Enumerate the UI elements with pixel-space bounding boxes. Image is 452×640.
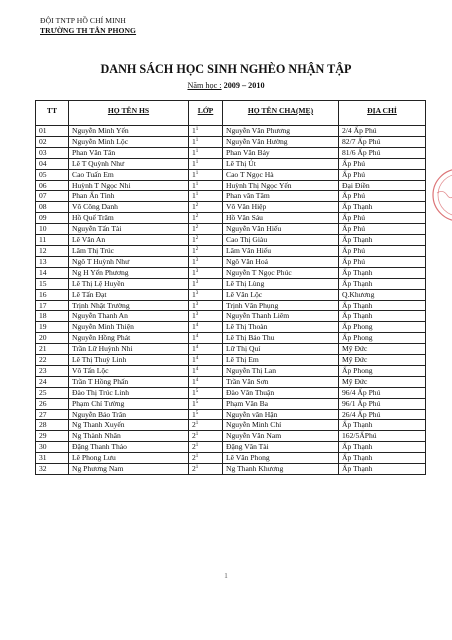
class-section: 1: [195, 127, 199, 132]
class-section: 1: [195, 159, 199, 165]
table-row: [36, 322, 426, 333]
student-table: [35, 100, 426, 475]
address-cell: 96/1 Ấp Phú: [339, 398, 426, 409]
parent-name-cell: Lữ Thị Quí: [223, 344, 339, 355]
parent-name-cell: Cao T Ngọc Hà: [223, 169, 339, 180]
student-name-cell: Nguyễn Tấn Tài: [69, 224, 189, 235]
address-cell: Ấp Thạnh: [339, 267, 426, 278]
parent-name-cell: Phan Văn Bảy: [223, 147, 339, 158]
row-tt-cell: 29: [36, 431, 69, 442]
parent-name-cell: Huỳnh Thị Ngọc Yến: [223, 180, 339, 191]
table-row: [36, 147, 426, 158]
table-row: [36, 213, 426, 224]
row-tt-cell: 32: [36, 464, 69, 475]
class-section: 1: [195, 170, 199, 176]
student-name-cell: Võ Tấn Lộc: [69, 365, 189, 376]
address-cell: Ấp Thạnh: [339, 464, 426, 475]
class-section: 1: [195, 192, 199, 198]
class-section: 3: [195, 301, 199, 307]
address-cell: Ấp Thạnh: [339, 311, 426, 322]
table-row: [36, 431, 426, 442]
table-row: [36, 289, 426, 300]
row-tt-cell: 22: [36, 355, 69, 366]
student-name-cell: Huỳnh T Ngọc Nhi: [69, 180, 189, 191]
school-year: [0, 81, 452, 90]
table-row: [36, 191, 426, 202]
class-section: 2: [195, 225, 199, 231]
class-cell: [189, 398, 223, 409]
class-cell: [189, 224, 223, 235]
student-name-cell: Lê T Quỳnh Như: [69, 158, 189, 169]
class-grade: 2: [192, 431, 196, 441]
class-section: 1: [195, 181, 199, 187]
student-name-cell: Trần T Hồng Phấn: [69, 376, 189, 387]
school-year-value: 2009 – 2010: [223, 81, 265, 90]
row-tt-cell: 20: [36, 333, 69, 344]
student-name-cell: Võ Công Danh: [69, 202, 189, 213]
class-cell: [189, 376, 223, 387]
address-cell: Ấp Phú: [339, 191, 426, 202]
parent-name-cell: Nguyễn Văn Phương: [223, 126, 339, 137]
row-tt-cell: 28: [36, 420, 69, 431]
parent-name-cell: Ng Thanh Khương: [223, 464, 339, 475]
address-cell: Ấp Thạnh: [339, 420, 426, 431]
class-section: 2: [195, 214, 199, 220]
class-grade: 1: [192, 365, 196, 375]
row-tt-cell: 04: [36, 158, 69, 169]
col-header-tt: TT: [36, 101, 69, 126]
row-tt-cell: 30: [36, 442, 69, 453]
red-stamp-icon: [429, 160, 452, 230]
table-row: [36, 202, 426, 213]
class-cell: [189, 289, 223, 300]
class-cell: [189, 344, 223, 355]
class-grade: 1: [192, 158, 196, 168]
address-cell: Ấp Phú: [339, 158, 426, 169]
class-grade: 1: [192, 322, 196, 332]
table-row: [36, 376, 426, 387]
letterhead: [40, 16, 136, 36]
student-name-cell: Nguyễn Hồng Phát: [69, 333, 189, 344]
parent-name-cell: Phạm Văn Ba: [223, 398, 339, 409]
class-section: 1: [195, 465, 199, 471]
table-row: [36, 235, 426, 246]
class-cell: [189, 311, 223, 322]
address-cell: Ấp Thạnh: [339, 278, 426, 289]
table-row: [36, 409, 426, 420]
parent-name-cell: Lâm Văn Hiếu: [223, 245, 339, 256]
row-tt-cell: 16: [36, 289, 69, 300]
class-section: 4: [195, 334, 199, 340]
class-grade: 1: [192, 169, 196, 179]
table-row: [36, 442, 426, 453]
student-name-cell: Ngô T Huỳnh Như: [69, 256, 189, 267]
table-row: [36, 355, 426, 366]
row-tt-cell: 19: [36, 322, 69, 333]
class-cell: [189, 126, 223, 137]
class-grade: 1: [192, 245, 196, 255]
parent-name-cell: Nguyễn Văn Nam: [223, 431, 339, 442]
parent-name-cell: Lê Thị Thoàn: [223, 322, 339, 333]
student-name-cell: Lê Thị Lệ Huyền: [69, 278, 189, 289]
class-grade: 1: [192, 311, 196, 321]
student-name-cell: Đào Thị Trúc Linh: [69, 387, 189, 398]
table-row: [36, 256, 426, 267]
class-cell: [189, 245, 223, 256]
class-section: 3: [195, 279, 199, 285]
student-name-cell: Phan Văn Tân: [69, 147, 189, 158]
class-cell: [189, 322, 223, 333]
col-header-class: LỚP: [189, 101, 223, 126]
student-name-cell: Ng Thanh Xuyến: [69, 420, 189, 431]
table-row: [36, 344, 426, 355]
address-cell: 96/4 Ấp Phú: [339, 387, 426, 398]
row-tt-cell: 01: [36, 126, 69, 137]
table-row: [36, 224, 426, 235]
class-cell: [189, 333, 223, 344]
row-tt-cell: 14: [36, 267, 69, 278]
address-cell: Ấp Phú: [339, 245, 426, 256]
address-cell: Ấp Thạnh: [339, 453, 426, 464]
parent-name-cell: Lê Thị Bảo Thu: [223, 333, 339, 344]
class-grade: 1: [192, 213, 196, 223]
row-tt-cell: 15: [36, 278, 69, 289]
class-cell: [189, 147, 223, 158]
class-cell: [189, 442, 223, 453]
parent-name-cell: Lê Thị Út: [223, 158, 339, 169]
address-cell: Đại Điền: [339, 180, 426, 191]
student-name-cell: Ng H Yến Phương: [69, 267, 189, 278]
row-tt-cell: 26: [36, 398, 69, 409]
class-grade: 1: [192, 289, 196, 299]
class-grade: 1: [192, 224, 196, 234]
address-cell: Mỹ Đức: [339, 355, 426, 366]
class-cell: [189, 387, 223, 398]
row-tt-cell: 31: [36, 453, 69, 464]
parent-name-cell: Nguyễn văn Hận: [223, 409, 339, 420]
row-tt-cell: 18: [36, 311, 69, 322]
class-cell: [189, 431, 223, 442]
address-cell: Q.Khương: [339, 289, 426, 300]
parent-name-cell: Lê Thị Lùng: [223, 278, 339, 289]
parent-name-cell: Trần Văn Sơn: [223, 376, 339, 387]
org-name: ĐỘI TNTP HỒ CHÍ MINH: [40, 16, 126, 25]
class-section: 2: [195, 246, 199, 252]
table-row: [36, 387, 426, 398]
school-year-label: Năm học :: [187, 81, 222, 90]
class-section: 4: [195, 323, 199, 329]
class-cell: [189, 300, 223, 311]
class-cell: [189, 420, 223, 431]
table-row: [36, 267, 426, 278]
class-cell: [189, 235, 223, 246]
row-tt-cell: 17: [36, 300, 69, 311]
class-cell: [189, 136, 223, 147]
class-section: 1: [195, 432, 199, 438]
class-section: 1: [195, 137, 199, 143]
student-name-cell: Trịnh Nhật Trường: [69, 300, 189, 311]
class-grade: 2: [192, 420, 196, 430]
class-section: 4: [195, 345, 199, 351]
class-section: 4: [195, 366, 199, 372]
address-cell: 162/5ẤPhú: [339, 431, 426, 442]
class-section: 3: [195, 290, 199, 296]
row-tt-cell: 05: [36, 169, 69, 180]
student-name-cell: Ng Phương Nam: [69, 464, 189, 475]
class-cell: [189, 409, 223, 420]
class-grade: 1: [192, 202, 196, 212]
address-cell: Mỹ Đức: [339, 376, 426, 387]
address-cell: Ấp Phú: [339, 224, 426, 235]
page-number: 1: [224, 572, 228, 580]
parent-name-cell: Nguyễn Văn Hiếu: [223, 224, 339, 235]
table-row: [36, 300, 426, 311]
row-tt-cell: 27: [36, 409, 69, 420]
student-name-cell: Hồ Quế Trâm: [69, 213, 189, 224]
student-name-cell: Lê Văn An: [69, 235, 189, 246]
address-cell: Mỹ Đức: [339, 344, 426, 355]
class-grade: 1: [192, 180, 196, 190]
school-name: TRƯỜNG TH TÂN PHONG: [40, 26, 137, 35]
address-cell: Ấp Thạnh: [339, 235, 426, 246]
col-header-address: ĐỊA CHỈ: [339, 101, 426, 126]
table-row: [36, 169, 426, 180]
table-row: [36, 464, 426, 475]
class-section: 1: [195, 148, 199, 154]
student-name-cell: Đặng Thanh Thảo: [69, 442, 189, 453]
class-grade: 2: [192, 464, 196, 474]
table-row: [36, 333, 426, 344]
class-cell: [189, 278, 223, 289]
class-section: 1: [195, 454, 199, 460]
parent-name-cell: Đặng Văn Tài: [223, 442, 339, 453]
student-name-cell: Nguyễn Bảo Trân: [69, 409, 189, 420]
table-row: [36, 126, 426, 137]
class-grade: 1: [192, 126, 196, 135]
parent-name-cell: Ngô Văn Hoá: [223, 256, 339, 267]
student-name-cell: Lê Thị Thuỳ Linh: [69, 355, 189, 366]
table-row: [36, 158, 426, 169]
parent-name-cell: Nguyễn Văn Hường: [223, 136, 339, 147]
student-name-cell: Nguyễn Minh Lộc: [69, 136, 189, 147]
class-grade: 1: [192, 235, 196, 245]
address-cell: Ấp Phú: [339, 169, 426, 180]
parent-name-cell: Phan văn Tâm: [223, 191, 339, 202]
parent-name-cell: Cao Thị Giàu: [223, 235, 339, 246]
table-row: [36, 180, 426, 191]
student-name-cell: Lê Tấn Đạt: [69, 289, 189, 300]
class-cell: [189, 365, 223, 376]
parent-name-cell: Lê Văn Lộc: [223, 289, 339, 300]
parent-name-cell: Lê Văn Phong: [223, 453, 339, 464]
row-tt-cell: 06: [36, 180, 69, 191]
address-cell: Ấp Thạnh: [339, 202, 426, 213]
class-cell: [189, 158, 223, 169]
class-grade: 1: [192, 333, 196, 343]
student-name-cell: Phan Ấn Tình: [69, 191, 189, 202]
class-cell: [189, 213, 223, 224]
row-tt-cell: 21: [36, 344, 69, 355]
class-grade: 1: [192, 344, 196, 354]
table-row: [36, 311, 426, 322]
address-cell: Ấp Thạnh: [339, 300, 426, 311]
class-grade: 1: [192, 267, 196, 277]
student-name-cell: Ng Thành Nhân: [69, 431, 189, 442]
table-row: [36, 136, 426, 147]
table-row: [36, 278, 426, 289]
class-section: 1: [195, 421, 199, 427]
class-cell: [189, 169, 223, 180]
address-cell: 82/7 Ấp Phú: [339, 136, 426, 147]
class-section: 3: [195, 257, 199, 263]
class-cell: [189, 180, 223, 191]
address-cell: 26/4 Ấp Phú: [339, 409, 426, 420]
table-row: [36, 398, 426, 409]
parent-name-cell: Trịnh Văn Phụng: [223, 300, 339, 311]
address-cell: 81/6 Ấp Phú: [339, 147, 426, 158]
class-grade: 1: [192, 136, 196, 146]
table-row: [36, 365, 426, 376]
document-title: DANH SÁCH HỌC SINH NGHÈO NHẬN TẬP: [100, 62, 352, 76]
table-row: [36, 453, 426, 464]
row-tt-cell: 10: [36, 224, 69, 235]
row-tt-cell: 07: [36, 191, 69, 202]
parent-name-cell: Nguyễn Thị Lan: [223, 365, 339, 376]
student-name-cell: Lâm Thị Trúc: [69, 245, 189, 256]
class-grade: 1: [192, 398, 196, 408]
col-header-parent-name: HỌ TÊN CHA(MẸ): [223, 101, 339, 126]
class-section: 2: [195, 203, 199, 209]
class-section: 3: [195, 268, 199, 274]
student-name-cell: Phạm Chí Tường: [69, 398, 189, 409]
student-name-cell: Nguyễn Minh Thiện: [69, 322, 189, 333]
class-grade: 1: [192, 147, 196, 157]
class-grade: 1: [192, 256, 196, 266]
class-section: 3: [195, 312, 199, 318]
class-section: 4: [195, 356, 199, 362]
row-tt-cell: 23: [36, 365, 69, 376]
parent-name-cell: Hồ Văn Sáu: [223, 213, 339, 224]
parent-name-cell: Nguyễn T Ngọc Phúc: [223, 267, 339, 278]
col-header-student-name: HỌ TÊN HS: [69, 101, 189, 126]
class-section: 5: [195, 388, 199, 394]
row-tt-cell: 03: [36, 147, 69, 158]
table-header-row: [36, 101, 426, 126]
table-body: [36, 126, 426, 475]
class-cell: [189, 464, 223, 475]
table-row: [36, 245, 426, 256]
class-section: 2: [195, 236, 199, 242]
class-grade: 1: [192, 191, 196, 201]
class-grade: 1: [192, 409, 196, 419]
row-tt-cell: 24: [36, 376, 69, 387]
student-name-cell: Nguyễn Thanh An: [69, 311, 189, 322]
parent-name-cell: Đào Văn Thuận: [223, 387, 339, 398]
class-grade: 1: [192, 300, 196, 310]
class-grade: 2: [192, 442, 196, 452]
class-grade: 1: [192, 376, 196, 386]
class-cell: [189, 267, 223, 278]
row-tt-cell: 02: [36, 136, 69, 147]
class-cell: [189, 256, 223, 267]
class-grade: 1: [192, 387, 196, 397]
row-tt-cell: 11: [36, 235, 69, 246]
student-name-cell: Lê Phong Lưu: [69, 453, 189, 464]
class-cell: [189, 453, 223, 464]
row-tt-cell: 12: [36, 245, 69, 256]
class-cell: [189, 202, 223, 213]
class-grade: 1: [192, 355, 196, 365]
address-cell: Ấp Phú: [339, 256, 426, 267]
address-cell: Ấp Thạnh: [339, 442, 426, 453]
address-cell: Ấp Phong: [339, 333, 426, 344]
parent-name-cell: Nguyễn Thanh Liêm: [223, 311, 339, 322]
row-tt-cell: 09: [36, 213, 69, 224]
student-name-cell: Trần Lữ Huỳnh Nhi: [69, 344, 189, 355]
row-tt-cell: 25: [36, 387, 69, 398]
parent-name-cell: Lê Thị Em: [223, 355, 339, 366]
row-tt-cell: 08: [36, 202, 69, 213]
class-grade: 2: [192, 453, 196, 463]
address-cell: Ấp Phong: [339, 365, 426, 376]
address-cell: Ấp Phong: [339, 322, 426, 333]
parent-name-cell: Nguyễn Minh Chí: [223, 420, 339, 431]
class-cell: [189, 355, 223, 366]
parent-name-cell: Võ Văn Hiệp: [223, 202, 339, 213]
class-section: 5: [195, 399, 199, 405]
address-cell: Ấp Phú: [339, 213, 426, 224]
class-section: 5: [195, 410, 199, 416]
table-row: [36, 420, 426, 431]
row-tt-cell: 13: [36, 256, 69, 267]
student-name-cell: Cao Tuấn Em: [69, 169, 189, 180]
class-section: 4: [195, 377, 199, 383]
class-grade: 1: [192, 278, 196, 288]
student-name-cell: Nguyễn Minh Yến: [69, 126, 189, 137]
address-cell: 2/4 Ấp Phú: [339, 126, 426, 137]
class-cell: [189, 191, 223, 202]
class-section: 1: [195, 443, 199, 449]
